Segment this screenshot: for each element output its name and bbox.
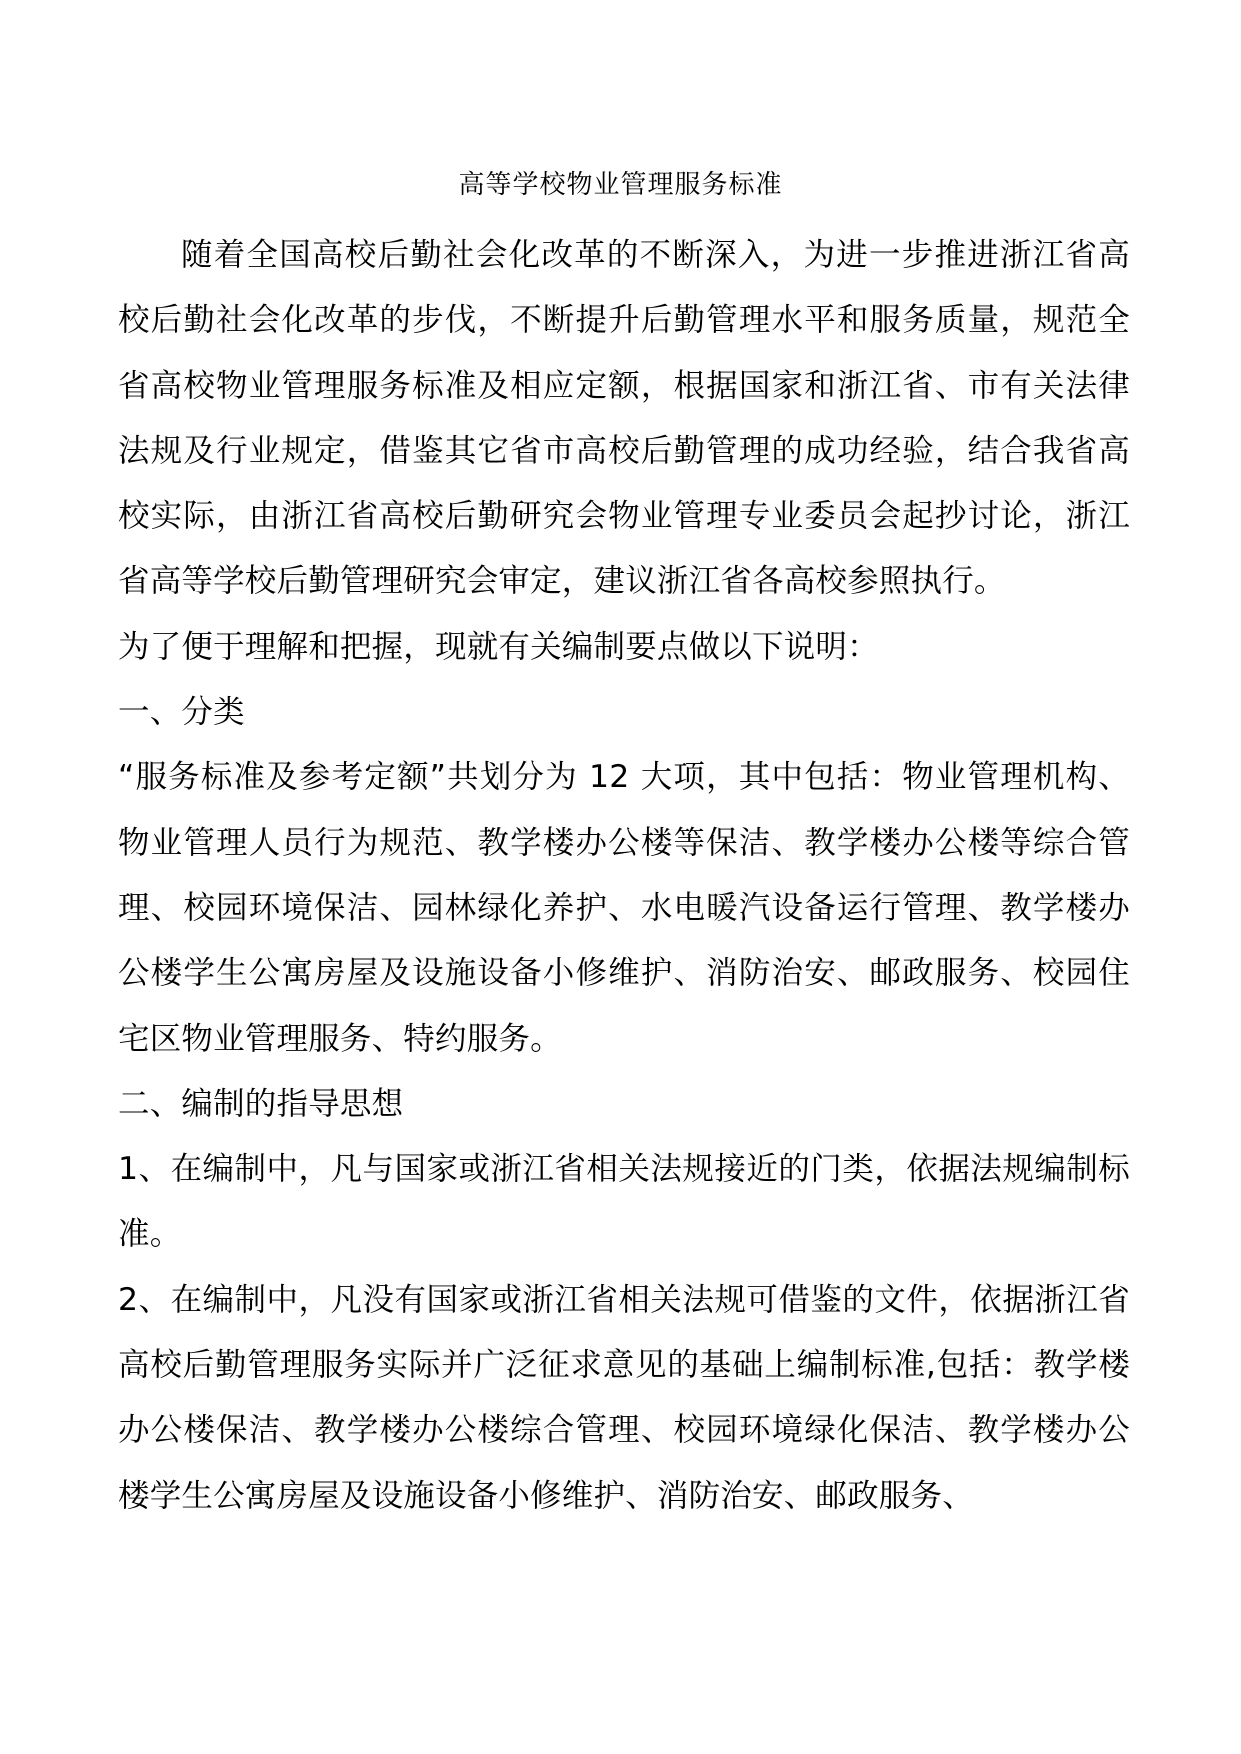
section-heading-guiding-ideas: 二、编制的指导思想 (118, 1085, 404, 1122)
document-body (118, 223, 1130, 1529)
classification-paragraph: “服务标准及参考定额”共划分为 12 大项，其中包括：物业管理机构、物业管理人员行为规范、教学楼办公楼等保洁、教学楼办公楼等综合管理、校园环境保洁、园林绿化养护、水电暖汽设备运行管理、教学楼办公楼学生公寓房屋及设施设备小修维护、消防治安、邮政服务、校园住宅区物业管理服务、特约服务。 (118, 759, 1130, 1057)
guiding-item-1: 1、在编制中，凡与国家或浙江省相关法规接近的门类，依据法规编制标准。 (118, 1151, 1130, 1253)
intro-paragraph: 随着全国高校后勤社会化改革的不断深入，为进一步推进浙江省高校后勤社会化改革的步伐，不断提升后勤管理水平和服务质量，规范全省高校物业管理服务标准及相应定额，根据国家和浙江省、市有关法律法规及行业规定，借鉴其它省市高校后勤管理的成功经验，结合我省高校实际，由浙江省高校后勤研究会物业管理专业委员会起抄讨论，浙江省高等学校后勤管理研究会审定，建议浙江省各高校参照执行。 (118, 237, 1130, 600)
section-heading-classification: 一、分类 (118, 694, 245, 731)
explanation-paragraph: 为了便于理解和把握，现就有关编制要点做以下说明： (118, 628, 879, 665)
document-title: 高等学校物业管理服务标准 (458, 170, 783, 200)
guiding-item-2: 2、在编制中，凡没有国家或浙江省相关法规可借鉴的文件，依据浙江省高校后勤管理服务实际并广泛征求意见的基础上编制标准,包括：教学楼办公楼保洁、教学楼办公楼综合管理、校园环境绿化保洁、教学楼办公楼学生公寓房屋及设施设备小修维护、消防治安、邮政服务、 (118, 1281, 1130, 1514)
